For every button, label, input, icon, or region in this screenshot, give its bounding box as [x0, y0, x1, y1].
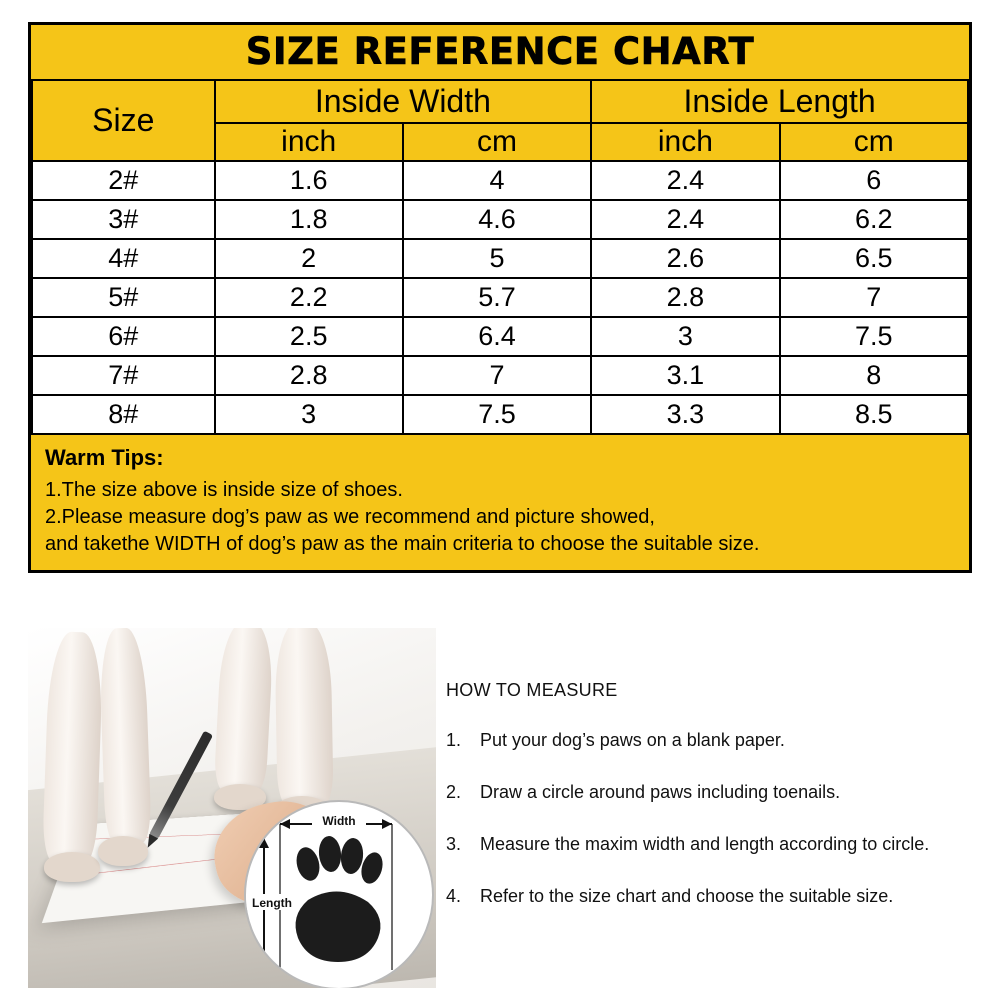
cell-size: 7# — [32, 356, 215, 395]
warm-tips-line-2: 2.Please measure dog’s paw as we recommend and picture showed, — [45, 506, 655, 528]
cell-width-cm: 7 — [403, 356, 591, 395]
cell-width-inch: 3 — [215, 395, 403, 434]
cell-width-inch: 2 — [215, 239, 403, 278]
cell-length-inch: 3.3 — [591, 395, 779, 434]
size-reference-chart — [28, 22, 972, 573]
step-number: 1. — [446, 730, 462, 750]
cell-width-inch: 2.8 — [215, 356, 403, 395]
cell-length-cm: 6 — [780, 161, 968, 200]
diagram-width-label: Width — [322, 814, 356, 828]
size-table — [31, 79, 969, 435]
cell-width-cm: 6.4 — [403, 317, 591, 356]
how-to-measure-heading: HOW TO MEASURE — [446, 680, 618, 700]
list-item — [446, 780, 976, 804]
cell-width-inch: 1.6 — [215, 161, 403, 200]
cell-size: 3# — [32, 200, 215, 239]
paw-measurement-diagram — [244, 800, 434, 988]
table-row — [32, 200, 968, 239]
cell-length-inch: 2.6 — [591, 239, 779, 278]
cell-length-inch: 3 — [591, 317, 779, 356]
warm-tips-line-3: and takethe WIDTH of dog’s paw as the main criteria to choose the suitable size. — [45, 533, 760, 555]
cell-width-inch: 2.2 — [215, 278, 403, 317]
list-item — [446, 728, 976, 752]
table-row — [32, 356, 968, 395]
cell-width-cm: 7.5 — [403, 395, 591, 434]
step-text: Measure the maxim width and length according to circle. — [480, 834, 930, 854]
table-row — [32, 395, 968, 434]
cell-width-cm: 5.7 — [403, 278, 591, 317]
list-item — [446, 884, 976, 908]
step-number: 3. — [446, 834, 462, 854]
step-text: Put your dog’s paws on a blank paper. — [480, 730, 785, 750]
subheader-width-cm: cm — [403, 123, 591, 161]
cell-length-cm: 7.5 — [780, 317, 968, 356]
cell-width-cm: 4.6 — [403, 200, 591, 239]
warm-tips-line-1: 1.The size above is inside size of shoes. — [45, 479, 403, 501]
cell-width-cm: 4 — [403, 161, 591, 200]
table-row — [32, 239, 968, 278]
step-text: Refer to the size chart and choose the suitable size. — [480, 886, 894, 906]
page-title: SIZE REFERENCE CHART — [245, 30, 755, 73]
header-inside-width: Inside Width — [215, 80, 592, 123]
cell-size: 5# — [32, 278, 215, 317]
step-number: 4. — [446, 886, 462, 906]
cell-length-inch: 2.4 — [591, 161, 779, 200]
measurement-photo — [28, 628, 436, 988]
cell-length-cm: 7 — [780, 278, 968, 317]
dog-leg — [42, 631, 104, 863]
cell-size: 6# — [32, 317, 215, 356]
cell-width-inch: 1.8 — [215, 200, 403, 239]
diagram-length-label: Length — [252, 896, 292, 910]
subheader-width-inch: inch — [215, 123, 403, 161]
subheader-length-inch: inch — [591, 123, 779, 161]
table-row — [32, 161, 968, 200]
subheader-length-cm: cm — [780, 123, 968, 161]
instructions-list — [446, 678, 976, 936]
dog-paw — [98, 836, 148, 866]
cell-length-cm: 8.5 — [780, 395, 968, 434]
cell-length-inch: 2.8 — [591, 278, 779, 317]
paw-diagram-svg — [246, 802, 432, 988]
dog-leg — [98, 628, 151, 844]
warm-tips-title: Warm Tips: — [45, 445, 164, 470]
table-row — [32, 317, 968, 356]
cell-width-inch: 2.5 — [215, 317, 403, 356]
warm-tips — [31, 435, 969, 570]
cell-length-cm: 6.2 — [780, 200, 968, 239]
dog-leg — [214, 628, 275, 793]
cell-length-inch: 3.1 — [591, 356, 779, 395]
dog-leg — [274, 628, 333, 807]
table-header-row — [32, 80, 968, 123]
list-item — [446, 832, 976, 856]
cell-length-cm: 8 — [780, 356, 968, 395]
header-inside-length: Inside Length — [591, 80, 968, 123]
table-row — [32, 278, 968, 317]
cell-size: 8# — [32, 395, 215, 434]
cell-length-inch: 2.4 — [591, 200, 779, 239]
header-size: Size — [32, 80, 215, 161]
cell-size: 2# — [32, 161, 215, 200]
cell-width-cm: 5 — [403, 239, 591, 278]
cell-length-cm: 6.5 — [780, 239, 968, 278]
dog-paw — [44, 852, 100, 882]
step-text: Draw a circle around paws including toenails. — [480, 782, 841, 802]
how-to-measure-section — [0, 628, 1000, 1000]
cell-size: 4# — [32, 239, 215, 278]
step-number: 2. — [446, 782, 462, 802]
